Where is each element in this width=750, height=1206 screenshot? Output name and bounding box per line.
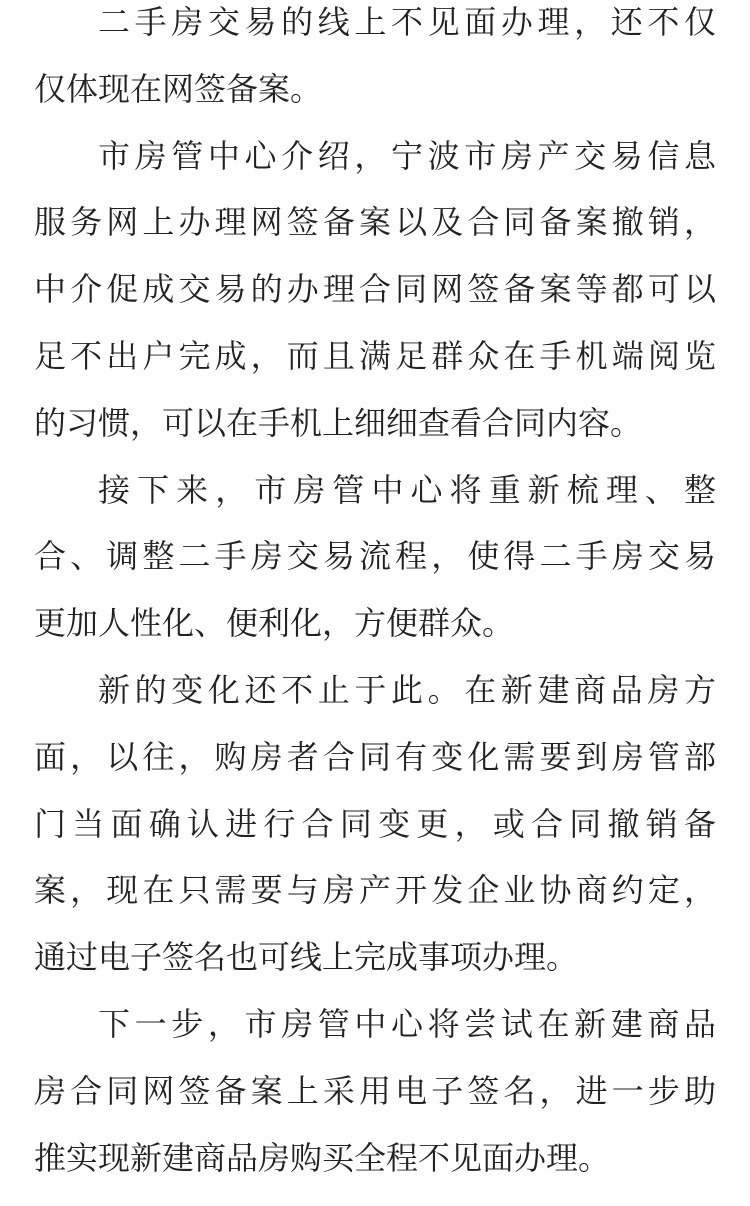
paragraph-5-line-3: 推实现新建商品房购买全程不见面办理。 xyxy=(34,1138,611,1177)
paragraph-1-line-2: 仅体现在网签备案。 xyxy=(34,69,323,108)
paragraph-4-line-5: 通过电子签名也可线上完成事项办理。 xyxy=(34,938,579,977)
paragraph-4-line-2: 面，以往，购房者合同有变化需要到房管部 xyxy=(34,737,716,776)
paragraph-2-line-4: 足不出户完成，而且满足群众在手机端阅览 xyxy=(34,336,716,375)
paragraph-2-line-1: 市房管中心介绍，宁波市房产交易信息 xyxy=(98,136,716,175)
paragraph-2-line-2: 服务网上办理网签备案以及合同备案撤销， xyxy=(34,203,716,242)
paragraph-4-line-1: 新的变化还不止于此。在新建商品房方 xyxy=(98,670,716,709)
paragraph-5-line-2: 房合同网签备案上采用电子签名，进一步助 xyxy=(34,1071,716,1110)
paragraph-4-line-4: 案，现在只需要与房产开发企业协商约定， xyxy=(34,871,716,910)
paragraph-3-line-2: 合、调整二手房交易流程，使得二手房交易 xyxy=(34,537,716,576)
paragraph-5-line-1: 下一步，市房管中心将尝试在新建商品 xyxy=(98,1004,716,1043)
paragraph-2-line-3: 中介促成交易的办理合同网签备案等都可以 xyxy=(34,270,716,309)
paragraph-3-line-1: 接下来，市房管中心将重新梳理、整 xyxy=(98,470,716,509)
paragraph-4-line-3: 门当面确认进行合同变更，或合同撤销备 xyxy=(34,804,716,843)
paragraph-1-line-1: 二手房交易的线上不见面办理，还不仅 xyxy=(98,3,716,41)
paragraph-3-line-3: 更加人性化、便利化，方便群众。 xyxy=(34,604,515,643)
paragraph-2-line-5: 的习惯，可以在手机上细细查看合同内容。 xyxy=(34,403,643,442)
